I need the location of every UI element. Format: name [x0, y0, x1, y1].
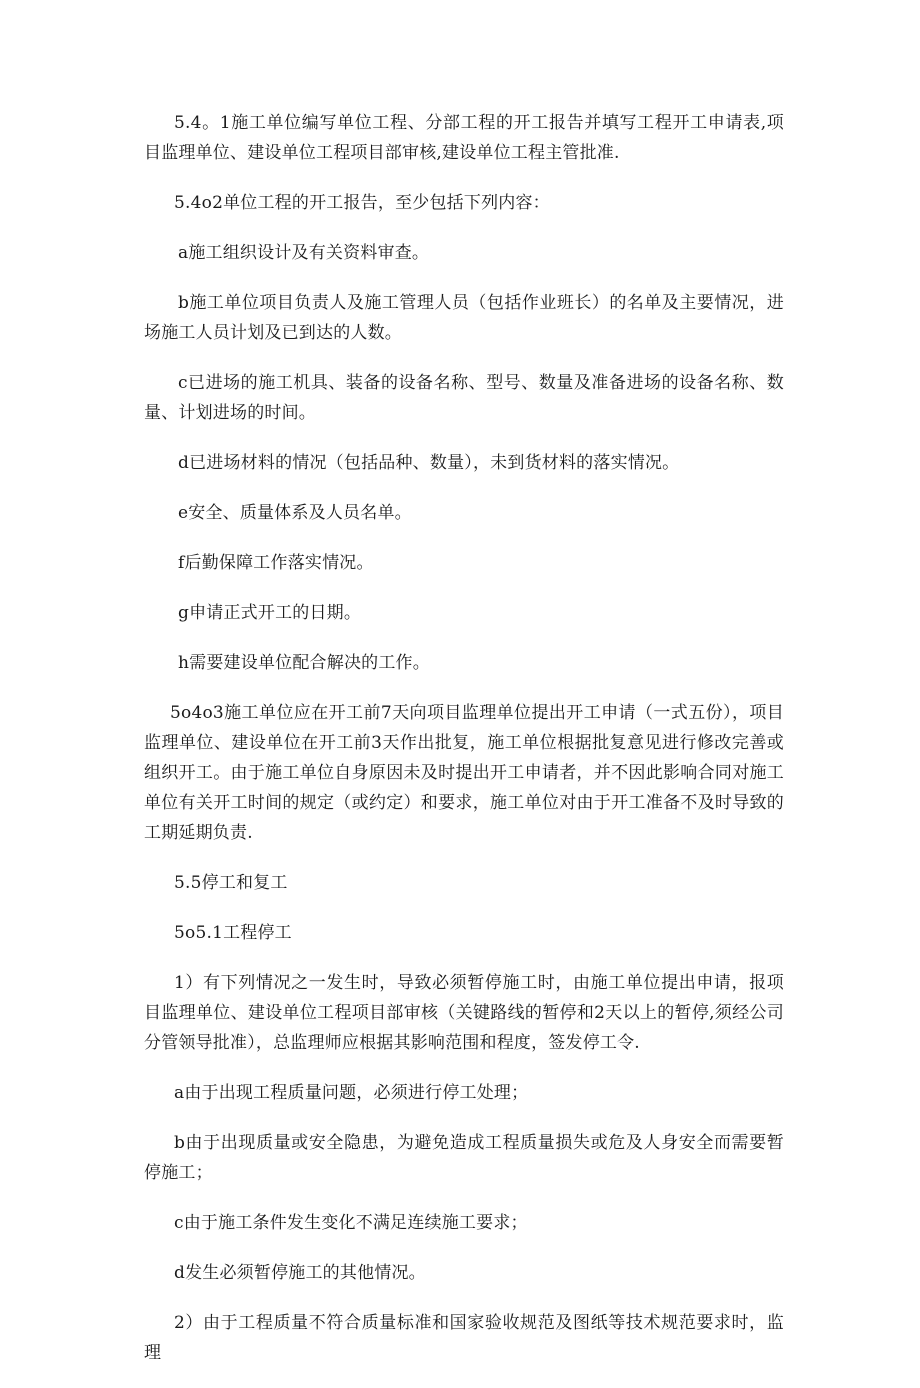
list-item-b: b施工单位项目负责人及施工管理人员（包括作业班长）的名单及主要情况，进场施工人员计划及已到达的人数。 — [144, 293, 784, 343]
subsection-heading-5-5-1: 5o5.1工程停工 — [174, 923, 292, 943]
paragraph-5-4-1: 5.4。1施工单位编写单位工程、分部工程的开工报告并填写工程开工申请表,项目监理单位、建设单位工程项目部审核,建设单位工程主管批准. — [144, 113, 784, 163]
list-item-a: a施工组织设计及有关资料审查。 — [178, 243, 430, 263]
list-item-d: d已进场材料的情况（包括品种、数量），未到货材料的落实情况。 — [178, 453, 680, 473]
paragraph-5-4-3: 5o4o3施工单位应在开工前7天向项目监理单位提出开工申请（一式五份），项目监理单位、建设单位在开工前3天作出批复，施工单位根据批复意见进行修改完善或组织开工。由于施工单位自身原因未及时提出开工申请者，并不因此影响合同对施工单位有关开工时间的规定（或约定）和要求，施工单位对由于开工准备不及时导致的工期延期负责. — [144, 703, 784, 843]
list-item-e: e安全、质量体系及人员名单。 — [178, 503, 412, 523]
paragraph-item-2: 2）由于工程质量不符合质量标准和国家验收规范及图纸等技术规范要求时，监理 — [144, 1313, 784, 1363]
paragraph-5-4-2: 5.4o2单位工程的开工报告，至少包括下列内容： — [174, 193, 550, 213]
stop-reason-d: d发生必须暂停施工的其他情况。 — [174, 1263, 426, 1283]
stop-reason-a: a由于出现工程质量问题，必须进行停工处理； — [174, 1083, 529, 1103]
list-item-h: h需要建设单位配合解决的工作。 — [178, 653, 430, 673]
stop-reason-c: c由于施工条件发生变化不满足连续施工要求； — [174, 1213, 528, 1233]
list-item-g: g申请正式开工的日期。 — [178, 603, 362, 623]
list-item-f: f后勤保障工作落实情况。 — [178, 553, 374, 573]
stop-reason-b: b由于出现质量或安全隐患，为避免造成工程质量损失或危及人身安全而需要暂停施工； — [144, 1133, 784, 1183]
section-heading-5-5: 5.5停工和复工 — [174, 873, 288, 893]
paragraph-item-1: 1）有下列情况之一发生时，导致必须暂停施工时，由施工单位提出申请，报项目监理单位、建设单位工程项目部审核（关键路线的暂停和2天以上的暂停,须经公司分管领导批准），总监理师应根据其影响范围和程度，签发停工令. — [144, 973, 784, 1053]
document-body — [144, 108, 784, 1388]
list-item-c: c已进场的施工机具、装备的设备名称、型号、数量及准备进场的设备名称、数量、计划进场的时间。 — [144, 373, 784, 423]
